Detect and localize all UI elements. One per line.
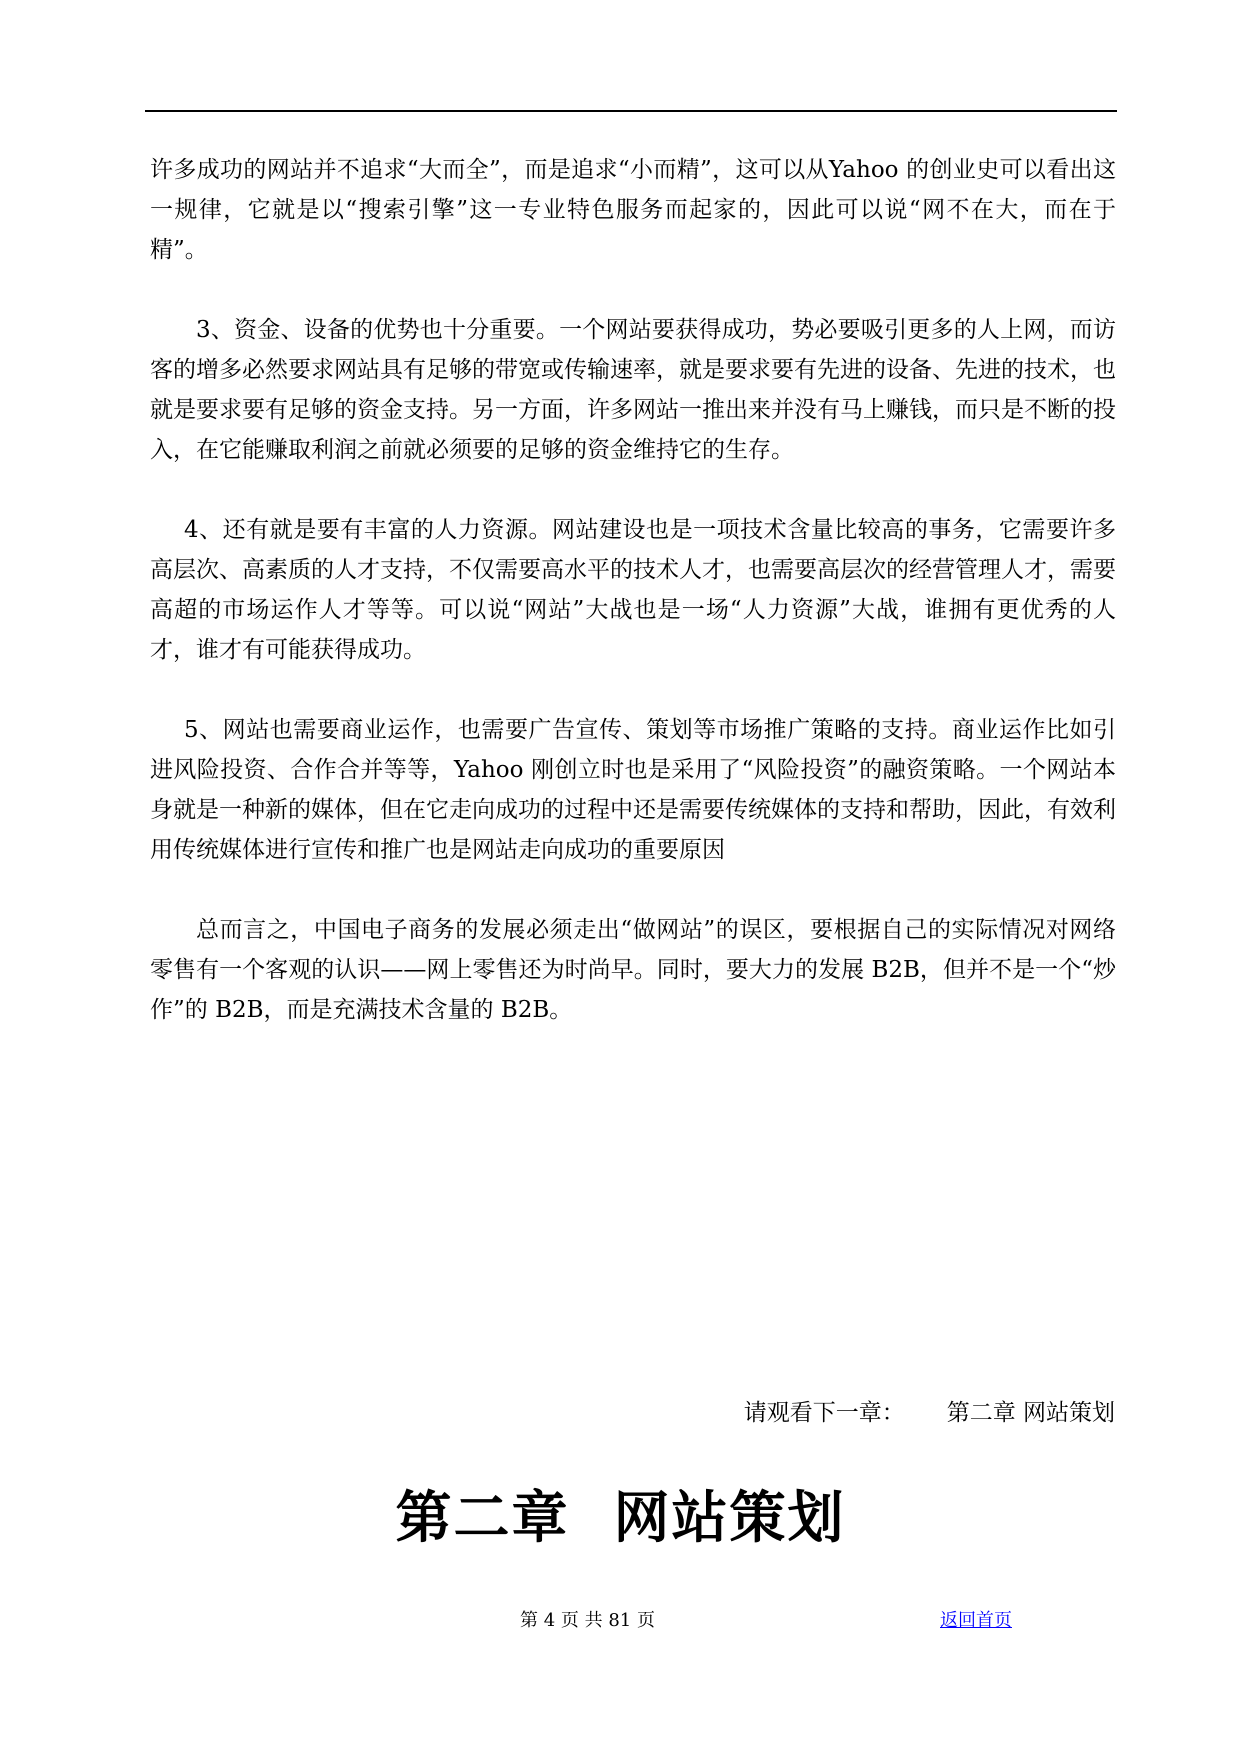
paragraph-point-3: 3、资金、设备的优势也十分重要。一个网站要获得成功，势必要吸引更多的人上网，而访客的增多必然要求网站具有足够的带宽或传输速率，就是要求要有先进的设备、先进的技术，也就是要求要有足够的资金支持。另一方面，许多网站一推出来并没有马上赚钱，而只是不断的投入，在它能赚取利润之前就必须要的足够的资金维持它的生存。	[150, 317, 1116, 463]
paragraph-intro: 许多成功的网站并不追求“大而全”，而是追求“小而精”，这可以从Yahoo 的创业史可以看出这一规律，它就是以“搜索引擎”这一专业特色服务而起家的，因此可以说“网不在大，而在于精”。	[150, 157, 1116, 263]
next-chapter-prompt: 请观看下一章：	[743, 1400, 905, 1426]
page-number: 第 4 页 共 81 页	[520, 1610, 655, 1631]
paragraph-point-5: 5、网站也需要商业运作，也需要广告宣传、策划等市场推广策略的支持。商业运作比如引进风险投资、合作合并等等，Yahoo 刚创立时也是采用了“风险投资”的融资策略。一个网站本身就是一种新的媒体，但在它走向成功的过程中还是需要传统媒体的支持和帮助，因此，有效利用传统媒体进行宣传和推广也是网站走向成功的重要原因	[150, 717, 1116, 863]
paragraph-conclusion: 总而言之，中国电子商务的发展必须走出“做网站”的误区，要根据自己的实际情况对网络零售有一个客观的认识——网上零售还为时尚早。同时，要大力的发展 B2B，但并不是一个“炒作”的 B2B，而是充满技术含量的 B2B。	[150, 917, 1116, 1023]
chapter-title: 网站策划	[613, 1485, 846, 1551]
home-link[interactable]: 返回首页	[940, 1610, 1012, 1631]
header-rule	[145, 110, 1117, 112]
document-body	[150, 150, 1116, 1070]
next-chapter-title: 第二章 网站策划	[946, 1400, 1115, 1426]
chapter-heading	[0, 1480, 1241, 1556]
chapter-number: 第二章	[395, 1485, 570, 1551]
next-chapter-note	[744, 1393, 1115, 1433]
paragraph-point-4: 4、还有就是要有丰富的人力资源。网站建设也是一项技术含量比较高的事务，它需要许多高层次、高素质的人才支持，不仅需要高水平的技术人才，也需要高层次的经营管理人才，需要高超的市场运作人才等等。可以说“网站”大战也是一场“人力资源”大战，谁拥有更优秀的人才，谁才有可能获得成功。	[150, 517, 1116, 663]
